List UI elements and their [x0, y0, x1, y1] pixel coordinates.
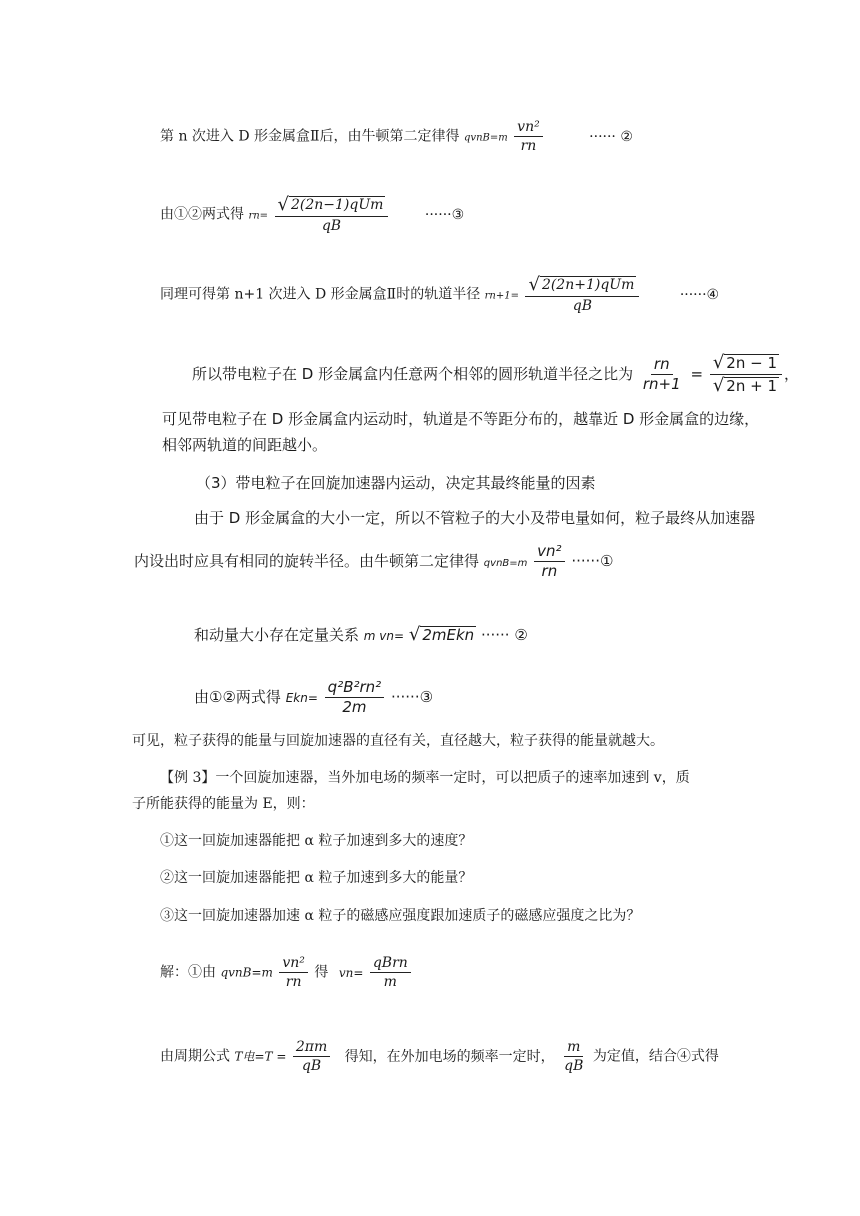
paragraph-line: 可见，粒子获得的能量与回旋加速器的直径有关，直径越大，粒子获得的能量就越大。 — [132, 733, 664, 749]
question-2: ②这一回旋加速器能把 α 粒子加速到多大的能量？ — [160, 870, 473, 886]
numerator: √ 2n − 1 — [710, 354, 782, 375]
numerator: q²B²rn² — [325, 680, 385, 698]
numerator: √ 2(2n−1)qUm — [275, 196, 389, 217]
eq-line-rn — [160, 196, 464, 233]
denominator: qB — [564, 1058, 584, 1074]
numerator: √ 2(2n+1)qUm — [525, 276, 639, 297]
fraction — [370, 956, 411, 989]
numerator: vn² — [514, 120, 543, 137]
formula: rn+1= — [484, 290, 519, 302]
formula: Ekn= — [285, 691, 318, 705]
eq-line-energy — [194, 680, 433, 715]
denominator: rn — [541, 562, 558, 580]
text: 由周期公式 — [160, 1048, 230, 1065]
text: 由①②两式得 — [194, 688, 281, 706]
text: 同理可得第 n+1 次进入 D 形金属盒Ⅱ时的轨道半径 — [160, 286, 481, 303]
ratio-line: 所以带电粒子在 D 形金属盒内任意两个相邻的圆形轨道半径之比为 $\frac{rn}{rn+1}$ = √ 2n − 1 √ 2n + 1 ， — [192, 352, 800, 396]
equation-tag: ······③ — [390, 688, 434, 706]
text: 由①②两式得 — [160, 206, 244, 223]
ratio-fraction — [640, 357, 684, 392]
paragraph-line: 相邻两轨道的间距越小。 — [162, 436, 328, 454]
formula: T电=T = — [234, 1049, 287, 1064]
solution-line — [160, 1040, 719, 1073]
fraction — [293, 1040, 330, 1073]
formula: vn= — [338, 965, 364, 980]
equation-tag: ······ ② — [480, 626, 528, 644]
paragraph-line: 子所能获得的能量为 E，则： — [132, 796, 315, 812]
text: 第 n 次进入 D 形金属盒Ⅱ后，由牛顿第二定律得 — [160, 128, 460, 145]
equation-tag: ······④ — [679, 286, 720, 303]
sqrt-expression: √ 2mEkn — [408, 624, 475, 645]
denominator: rn — [285, 974, 302, 990]
denominator: √ 2n + 1 — [712, 375, 777, 396]
numerator: rn — [651, 357, 673, 375]
text: 得知，在外加电场的频率一定时， — [344, 1048, 555, 1065]
eq-line-newton — [134, 544, 613, 579]
equation-tag: ······ ② — [589, 128, 633, 145]
ratio-fraction-sqrt — [710, 354, 782, 395]
fraction — [279, 956, 308, 989]
text: 为定值，结合④式得 — [592, 1048, 719, 1065]
fraction — [525, 276, 639, 313]
fraction — [561, 1040, 586, 1073]
paragraph-line: 可见带电粒子在 D 形金属盒内运动时，轨道是不等距分布的，越靠近 D 形金属盒的边缘， — [162, 410, 760, 428]
equation-tag: ······① — [571, 552, 614, 570]
fraction — [275, 196, 389, 233]
numerator: vn² — [534, 544, 564, 562]
text: 所以带电粒子在 D 形金属盒内任意两个相邻的圆形轨道半径之比为 — [192, 365, 634, 383]
numerator: 2πm — [293, 1040, 330, 1057]
text: 和动量大小存在定量关系 — [194, 626, 360, 644]
formula: rn= — [248, 210, 269, 222]
text: 得 — [314, 964, 329, 981]
formula: m vn= — [363, 629, 405, 643]
solution-line — [160, 956, 413, 989]
eq-line-momentum — [194, 626, 528, 644]
text: 解：①由 — [160, 964, 216, 981]
denominator: qB — [572, 298, 593, 314]
paragraph-line: 由于 D 形金属盒的大小一定，所以不管粒子的大小及带电量如何，粒子最终从加速器 — [194, 509, 756, 527]
denominator: m — [383, 974, 397, 990]
fraction — [534, 544, 564, 579]
question-3: ③这一回旋加速器加速 α 粒子的磁感应强度跟加速质子的磁感应强度之比为？ — [160, 908, 641, 924]
section-heading: （3）带电粒子在回旋加速器内运动，决定其最终能量的因素 — [196, 474, 596, 492]
numerator: vn² — [279, 956, 308, 973]
eq-line-rn1 — [160, 276, 719, 313]
formula: qvnB=m — [464, 132, 508, 144]
numerator: m — [564, 1040, 583, 1057]
text: 内设出时应具有相同的旋转半径。由牛顿第二定律得 — [134, 552, 480, 570]
question-1: ①这一回旋加速器能把 α 粒子加速到多大的速度？ — [160, 833, 473, 849]
example-heading: 【例 3】一个回旋加速器，当外加电场的频率一定时，可以把质子的速率加速到 v，质 — [160, 770, 690, 786]
equation-tag: ······③ — [424, 206, 465, 223]
denominator: 2m — [342, 698, 367, 716]
denominator: qB — [301, 1058, 322, 1074]
numerator: qBrn — [370, 956, 411, 973]
denominator: rn+1 — [642, 375, 681, 393]
denominator: qB — [321, 218, 342, 234]
formula: qvnB=m — [220, 965, 273, 980]
fraction — [514, 120, 543, 153]
denominator: rn — [520, 138, 537, 154]
fraction — [325, 680, 385, 715]
eq-line-newton-n — [160, 120, 633, 153]
formula: qvnB=m — [483, 558, 528, 569]
